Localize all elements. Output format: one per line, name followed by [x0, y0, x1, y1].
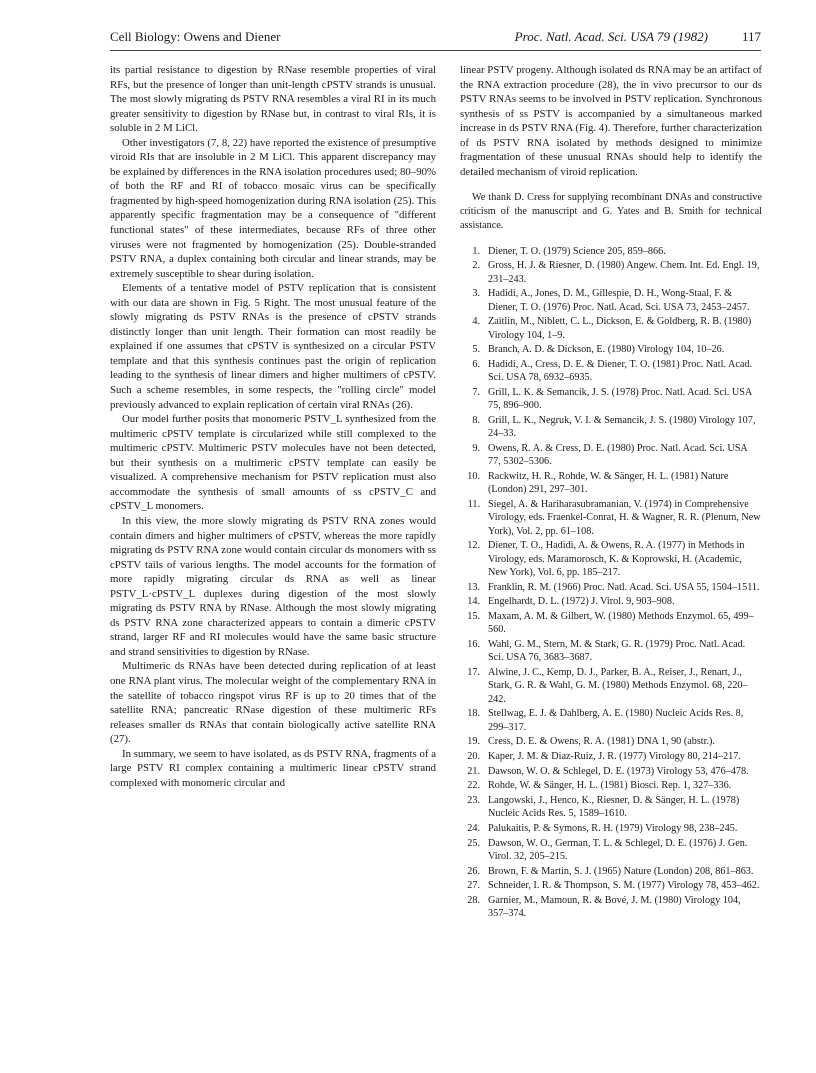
reference-item [460, 750, 762, 763]
reference-item [460, 581, 762, 594]
reference-number: 2. [472, 260, 480, 272]
reference-item [460, 539, 762, 579]
paragraph: Other investigators (7, 8, 22) have reported the existence of presumptive viroid RIs that are insoluble in 2 M LiCl. This apparent discrepancy may be explained by differences in the RNA isolation procedures used; 80–90% of both the RF and RI of tobacco mosaic virus can be specifically fragmented by high-speed homogenization during RNA isolation (25). This apparently specific fragmentation may be a consequence of "different functional states" of these intermediates, because RFs of three other viruses were not fragmented by homogenization (25). Double-stranded PSTV RNA, a duplex containing both circular and linear strands, may be extremely susceptible to shear during isolation. [110, 136, 436, 280]
reference-item [460, 595, 762, 608]
reference-list [460, 245, 762, 921]
header-journal: Proc. Natl. Acad. Sci. USA 79 (1982) [514, 29, 708, 44]
reference-text: Palukaitis, P. & Symons, R. H. (1979) Virology 98, 238–245. [488, 822, 738, 834]
reference-item [460, 735, 762, 748]
reference-text: Diener, T. O., Hadidi, A. & Owens, R. A. (1977) in Methods in Virology, eds. Maramorosch, K. & Koprowski, H. (Academic, New York), Vol. 6, pp. 185–217. [488, 540, 745, 578]
reference-text: Schneider, I. R. & Thompson, S. M. (1977) Virology 78, 453–462. [488, 880, 760, 892]
reference-number: 3. [472, 288, 480, 300]
reference-text: Rohde, W. & Sänger, H. L. (1981) Biosci. Rep. 1, 327–336. [488, 780, 732, 792]
paragraph: In summary, we seem to have isolated, as ds PSTV RNA, fragments of a large PSTV RI complex containing a multimeric linear cPSTV strand complexed with monomeric circular and [110, 747, 436, 789]
reference-number: 22. [467, 780, 480, 792]
reference-item [460, 358, 762, 385]
reference-text: Franklin, R. M. (1966) Proc. Natl. Acad. Sci. USA 55, 1504–1511. [488, 581, 760, 593]
reference-item [460, 442, 762, 469]
right-column [460, 63, 762, 922]
reference-item [460, 837, 762, 864]
reference-number: 5. [472, 344, 480, 356]
reference-number: 20. [467, 750, 480, 762]
reference-text: Zaitlin, M., Niblett, C. L., Dickson, E. & Goldberg, R. B. (1980) Virology 104, 1–9. [488, 316, 752, 341]
reference-item [460, 245, 762, 258]
reference-item [460, 894, 762, 921]
reference-number: 28. [467, 894, 480, 906]
reference-text: Rackwitz, H. R., Rohde, W. & Sänger, H. L. (1981) Nature (London) 291, 297–301. [488, 471, 729, 496]
reference-text: Dawson, W. O., German, T. L. & Schlegel, D. E. (1976) J. Gen. Virol. 32, 205–215. [488, 837, 748, 862]
reference-text: Gross, H. J. & Riesner, D. (1980) Angew. Chem. Int. Ed. Engl. 19, 231–243. [488, 260, 760, 285]
reference-text: Maxam, A. M. & Gilbert, W. (1980) Methods Enzymol. 65, 499–560. [488, 610, 754, 636]
reference-text: Kaper, J. M. & Diaz-Ruiz, J. R. (1977) Virology 80, 214–217. [488, 750, 741, 762]
reference-number: 7. [472, 387, 480, 399]
reference-text: Cress, D. E. & Owens, R. A. (1981) DNA 1, 90 (abstr.). [488, 736, 715, 748]
reference-number: 11. [467, 499, 480, 511]
reference-text: Hadidi, A., Cress, D. E. & Diener, T. O. (1981) Proc. Natl. Acad. Sci. USA 78, 6932–6935. [488, 359, 753, 384]
reference-text: Hadidi, A., Jones, D. M., Gillespie, D. H., Wong-Staal, F. & Diener, T. O. (1976) Proc. Natl. Acad. Sci. USA 73, 2453–2457. [488, 288, 750, 313]
reference-text: Brown, F. & Martin, S. J. (1965) Nature (London) 208, 861–863. [488, 865, 754, 877]
page-number: 117 [741, 29, 761, 44]
reference-number: 4. [472, 316, 480, 328]
reference-number: 24. [467, 822, 480, 834]
reference-text: Owens, R. A. & Cress, D. E. (1980) Proc. Natl. Acad. Sci. USA 77, 5302–5306. [488, 443, 748, 468]
reference-item [460, 638, 762, 665]
reference-number: 19. [467, 736, 480, 748]
reference-item [460, 287, 762, 314]
reference-number: 8. [472, 415, 480, 427]
reference-number: 21. [467, 765, 480, 777]
reference-number: 17. [467, 666, 480, 678]
reference-item [460, 610, 762, 637]
reference-text: Diener, T. O. (1979) Science 205, 859–866. [488, 245, 666, 257]
reference-item [460, 865, 762, 878]
acknowledgment: We thank D. Cress for supplying recombinant DNAs and constructive criticism of the manuscript and G. Yates and B. Smith for technical assistance. [460, 192, 762, 231]
reference-number: 14. [467, 596, 480, 608]
reference-number: 27. [467, 880, 480, 892]
reference-text: Engelhardt, D. L. (1972) J. Virol. 9, 903–908. [488, 596, 675, 608]
reference-text: Grill, L. K. & Semancik, J. S. (1978) Proc. Natl. Acad. Sci. USA 75, 896–900. [488, 387, 752, 412]
paragraph: Multimeric ds RNAs have been detected during replication of at least one RNA plant virus. The molecular weight of the complementary RNA in the satellite of tobacco ringspot virus RF is up to 20 times that of the satellite RNA; pancreatic RNase digestion of these multimeric RFs releases smaller ds RNAs that contain biologically active satellite RNA (27). [110, 660, 436, 746]
reference-text: Dawson, W. O. & Schlegel, D. E. (1973) Virology 53, 476–478. [488, 765, 749, 777]
reference-text: Garnier, M., Mamoun, R. & Bové, J. M. (1980) Virology 104, 357–374. [488, 894, 741, 920]
reference-number: 13. [467, 581, 480, 593]
reference-number: 15. [467, 610, 480, 622]
reference-number: 23. [467, 794, 480, 806]
reference-item [460, 779, 762, 792]
paragraph: Elements of a tentative model of PSTV replication that is consistent with our data are shown in Fig. 5 Right. The most unusual feature of the slowly migrating ds PSTV RNAs is the presence of cPSTV strands distinctly longer than unit length. Their formation can most readily be explained if one assumes that cPSTV is synthesized on a circular PSTV template and that this synthesis continues past the origin of replication leading to the synthesis of linear dimers and higher multimers of cPSTV. Such a scheme resembles, in some respects, the "rolling circle" model previously advanced to explain replication of certain viral RNAs (26). [110, 282, 436, 411]
reference-item [460, 498, 762, 538]
reference-item [460, 386, 762, 413]
reference-text: Branch, A. D. & Dickson, E. (1980) Virology 104, 10–26. [488, 344, 725, 356]
left-column [110, 63, 436, 790]
reference-item [460, 343, 762, 356]
paragraph: In this view, the more slowly migrating ds PSTV RNA zones would contain dimers and higher multimers of cPSTV, whereas the more rapidly migrating ds PSTV RNA zone would contain circular ds monomers with ss cPSTV tails of various lengths. The model accounts for the formation of more rapidly migrating circular ds RNA as well as linear PSTV_L·cPSTV_L duplexes during digestion of the most slowly migrating ds PSTV RNA by RNase. Although the most slowly migrating ds PSTV RNA zone characterized appears to contain a dimeric cPSTV strand, larger RF and RI molecules would have the same basic structure and strand sensitivities to digestion by RNase. [110, 514, 436, 658]
header-rule [110, 50, 761, 51]
reference-number: 10. [467, 471, 480, 483]
reference-number: 16. [467, 638, 480, 650]
reference-item [460, 315, 762, 342]
paragraph: Our model further posits that monomeric PSTV_L synthesized from the multimeric cPSTV template is circularized while still complexed to the multimeric cPSTV. Multimeric PSTV molecules have not been detected, but their synthesis on a multimeric cPSTV template can easily be visualized. A comprehensive mechanism for PSTV replication must also accommodate the synthesis of small amounts of ss cPSTV_C and cPSTV_L monomers. [110, 413, 436, 513]
reference-text: Grill, L. K., Negruk, V. I. & Semancik, J. S. (1980) Virology 107, 24–33. [488, 415, 756, 440]
reference-item [460, 794, 762, 821]
reference-text: Siegel, A. & Hariharasubramanian, V. (1974) in Comprehensive Virology, eds. Fraenkel-Conrat, H. & Wagner, R. R. (Plenum, New York), Vol. 2, pp. 61–108. [488, 499, 761, 537]
reference-item [460, 822, 762, 835]
reference-item [460, 259, 762, 286]
reference-item [460, 414, 762, 441]
reference-item [460, 765, 762, 778]
reference-text: Langowski, J., Henco, K., Riesner, D. & Sänger, H. L. (1978) Nucleic Acids Res. 5, 1589–1610. [488, 794, 740, 820]
reference-text: Wahl, G. M., Stern, M. & Stark, G. R. (1979) Proc. Natl. Acad. Sci. USA 76, 3683–3687. [488, 638, 746, 664]
reference-number: 9. [472, 443, 480, 455]
reference-number: 1. [472, 245, 480, 257]
reference-number: 18. [467, 708, 480, 720]
reference-number: 26. [467, 865, 480, 877]
paragraph: its partial resistance to digestion by RNase resemble properties of viral RFs, but the presence of longer than unit-length cPSTV strands is unusual. The most slowly migrating ds PSTV RNA resembles a viral RI in its much greater sensitivity to digestion by RNase but, in contrast to viral RIs, it is soluble in 2 M LiCl. [110, 64, 436, 135]
reference-item [460, 470, 762, 497]
reference-number: 12. [467, 540, 480, 552]
reference-item [460, 707, 762, 734]
reference-item [460, 879, 762, 892]
reference-text: Stellwag, E. J. & Dahlberg, A. E. (1980) Nucleic Acids Res. 8, 299–317. [488, 708, 744, 733]
reference-number: 6. [472, 359, 480, 371]
reference-item [460, 666, 762, 706]
running-header [110, 29, 761, 49]
reference-number: 25. [467, 837, 480, 849]
paragraph: linear PSTV progeny. Although isolated ds RNA may be an artifact of the RNA extraction procedure (28), the in vivo precursor to our ds PSTV RNAs seems to be involved in PSTV replication. Synchronous synthesis of ss PSTV is accompanied by a simultaneous marked increase in ds PSTV RNA (Fig. 4). Therefore, further characterization of ds PSTV RNA isolated by methods designed to minimize fragmentation of these unusual RNAs should help to identify the detailed mechanism of viroid replication. [460, 64, 762, 178]
reference-text: Alwine, J. C., Kemp, D. J., Parker, B. A., Reiser, J., Renart, J., Stark, G. R. & Wahl, G. M. (1980) Methods Enzymol. 68, 220–242. [488, 666, 748, 705]
header-section-authors: Cell Biology: Owens and Diener [110, 29, 281, 44]
